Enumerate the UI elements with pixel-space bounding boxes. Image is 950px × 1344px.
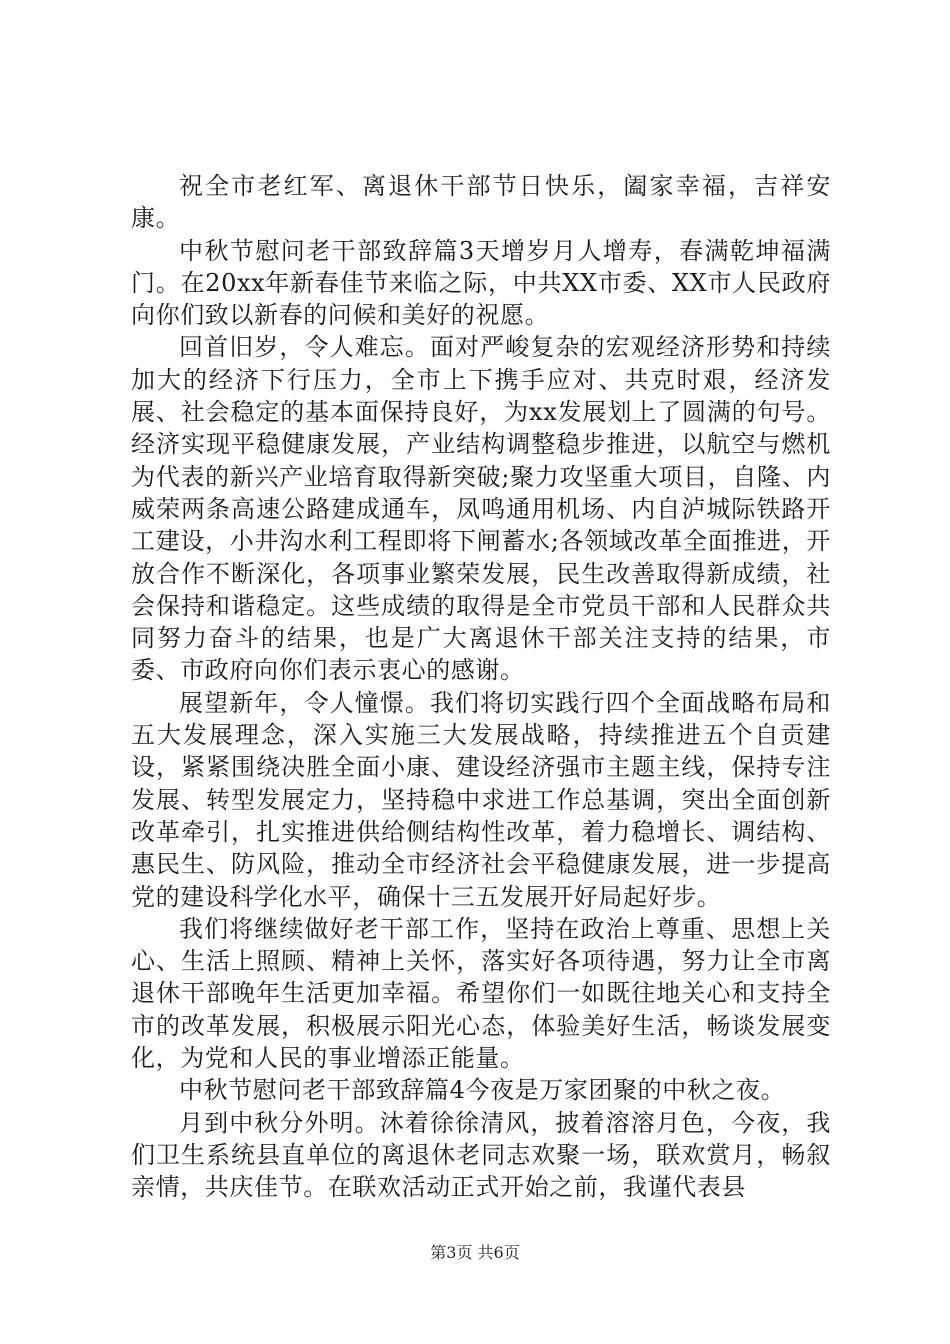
document-body <box>131 170 831 1204</box>
paragraph-1: 祝全市老红军、离退休干部节日快乐，阖家幸福，吉祥安康。 <box>131 172 831 233</box>
paragraph-4: 展望新年，令人憧憬。我们将切实践行四个全面战略布局和五大发展理念，深入实施三大发展战略，持续推进五个自贡建设，紧紧围绕决胜全面小康、建设经济强市主题主线，保持专注发展、转型发展定力，坚持稳中求进工作总基调，突出全面创新改革牵引，扎实推进供给侧结构性改革，着力稳增长、调结构、惠民生、防风险，推动全市经济社会平稳健康发展，进一步提高党的建设科学化水平，确保十三五发展开好局起好步。 <box>131 688 831 911</box>
paragraph-7: 月到中秋分外明。沐着徐徐清风，披着溶溶月色，今夜，我们卫生系统县直单位的离退休老同志欢聚一场，联欢赏月，畅叙亲情，共庆佳节。在联欢活动正式开始之前，我谨代表县 <box>131 1108 831 1202</box>
page-number-footer: 第3页 共6页 <box>430 1243 520 1262</box>
paragraph-6: 中秋节慰问老干部致辞篇4今夜是万家团聚的中秋之夜。 <box>179 1076 786 1105</box>
paragraph-2: 中秋节慰问老干部致辞篇3天增岁月人增寿，春满乾坤福满门。在20xx年新春佳节来临之际，中共XX市委、XX市人民政府向你们致以新春的问候和美好的祝愿。 <box>131 236 831 330</box>
paragraph-5: 我们将继续做好老干部工作，坚持在政治上尊重、思想上关心、生活上照顾、精神上关怀，落实好各项待遇，努力让全市离退休干部晚年生活更加幸福。希望你们一如既往地关心和支持全市的改革发展，积极展示阳光心态，体验美好生活，畅谈发展变化，为党和人民的事业增添正能量。 <box>131 914 831 1073</box>
paragraph-3: 回首旧岁，令人难忘。面对严峻复杂的宏观经济形势和持续加大的经济下行压力，全市上下携手应对、共克时艰，经济发展、社会稳定的基本面保持良好，为xx发展划上了圆满的句号。经济实现平稳健康发展，产业结构调整稳步推进，以航空与燃机为代表的新兴产业培育取得新突破;聚力攻坚重大项目，自隆、内威荣两条高速公路建成通车，凤鸣通用机场、内自泸城际铁路开工建设，小井沟水利工程即将下闸蓄水;各领域改革全面推进，开放合作不断深化，各项事业繁荣发展，民生改善取得新成绩，社会保持和谐稳定。这些成绩的取得是全市党员干部和人民群众共同努力奋斗的结果，也是广大离退休干部关注支持的结果，市委、市政府向你们表示衷心的感谢。 <box>131 333 831 685</box>
